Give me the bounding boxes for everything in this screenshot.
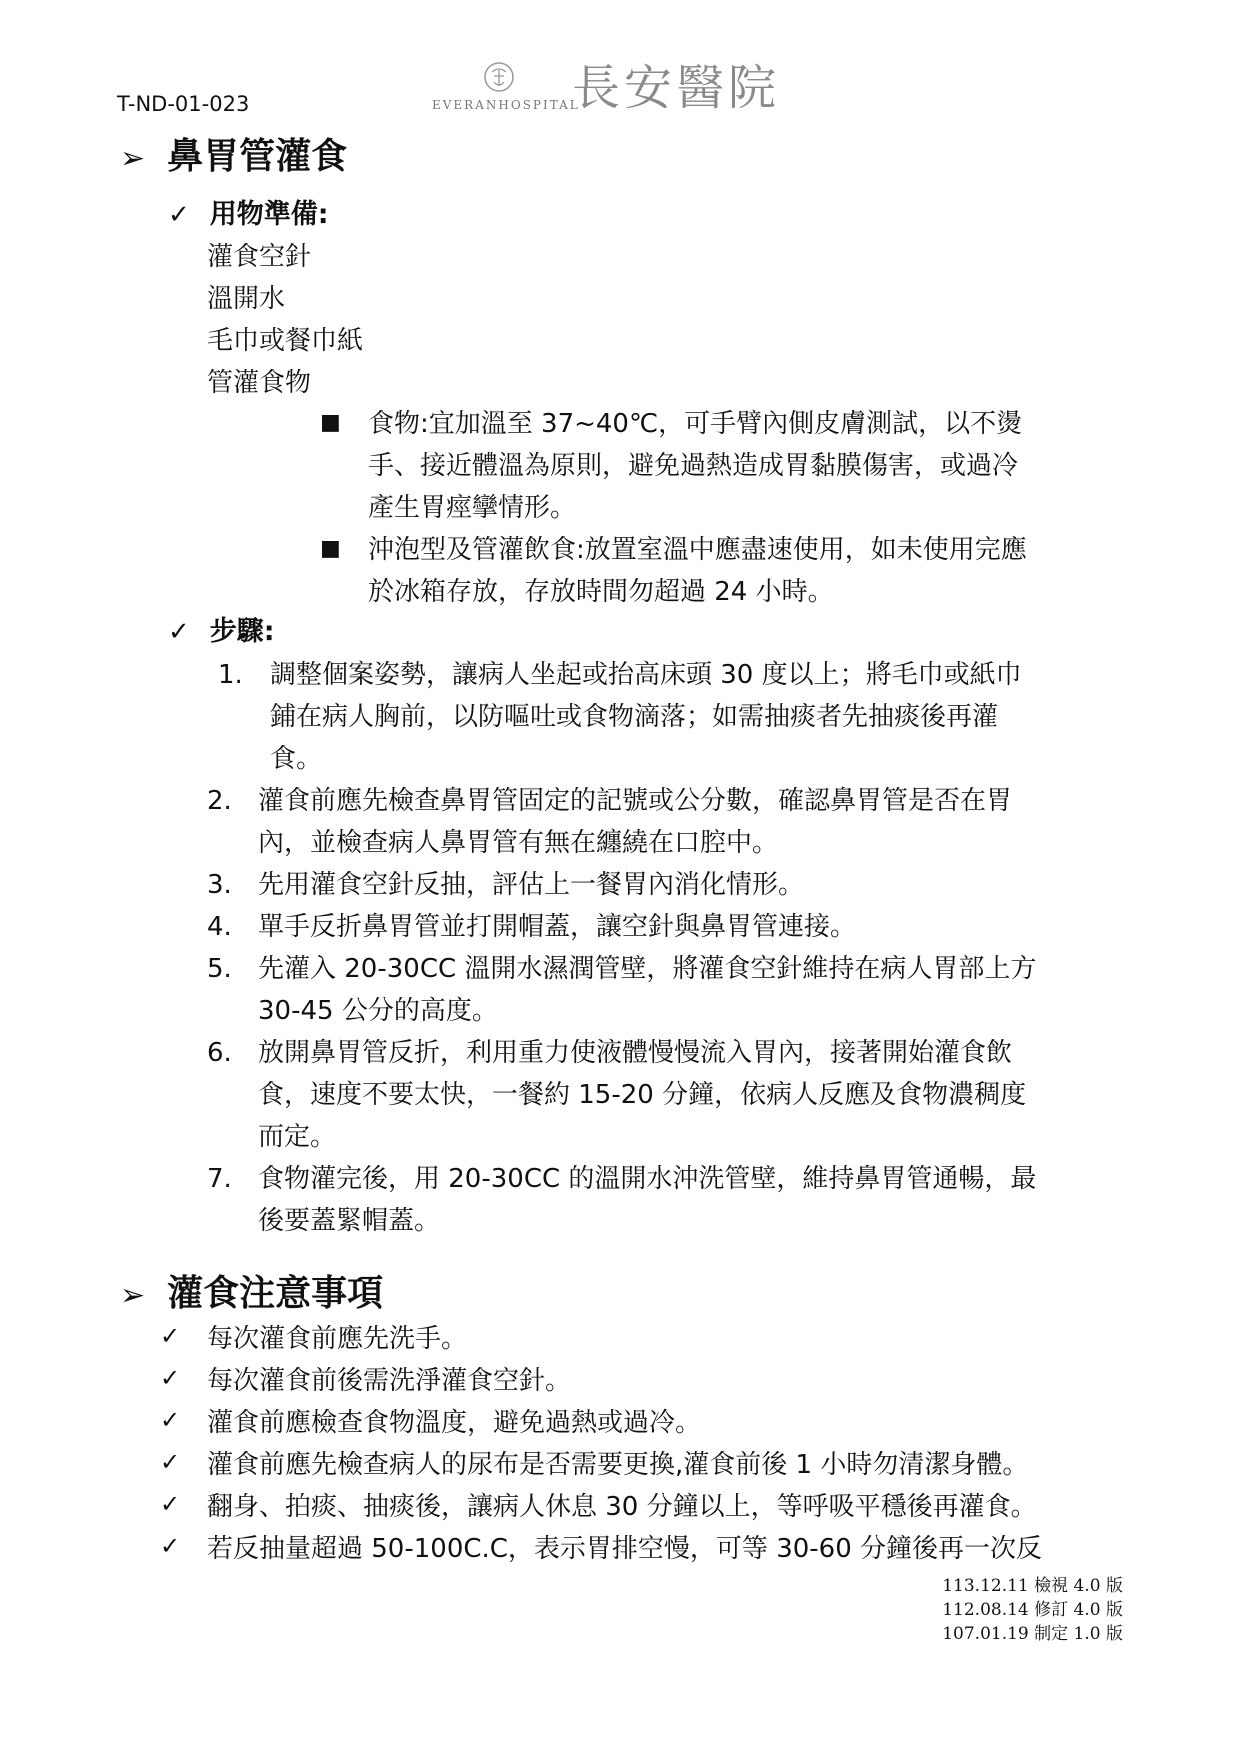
bullet-text-line: 食物:宜加溫至 37~40℃，可手臂內側皮膚測試，以不燙 <box>368 409 1023 439</box>
step-text-line: 調整個案姿勢，讓病人坐起或抬高床頭 30 度以上；將毛巾或紙巾 <box>270 660 1022 690</box>
hospital-logo <box>432 58 842 122</box>
step-number: 1. <box>218 660 243 690</box>
check-icon: ✓ <box>160 1532 181 1560</box>
step-number: 6. <box>207 1038 232 1068</box>
subsection-steps: ✓ 步驟: <box>168 616 275 647</box>
revision-line: 113.12.11 檢視 4.0 版 <box>942 1576 1123 1596</box>
note-item: 每次灌食前後需洗淨灌食空針。 <box>207 1366 572 1396</box>
supply-item: 溫開水 <box>207 284 286 314</box>
note-item: 灌食前應先檢查病人的尿布是否需要更換,灌食前後 1 小時勿清潔身體。 <box>207 1450 1029 1480</box>
square-bullet-icon: ■ <box>320 536 341 561</box>
step-text-line: 灌食前應先檢查鼻胃管固定的記號或公分數，確認鼻胃管是否在胃 <box>258 786 1013 816</box>
step-number: 2. <box>207 786 232 816</box>
step-text-line: 先用灌食空針反抽，評估上一餐胃內消化情形。 <box>258 870 805 900</box>
section-title-ng-feeding: ➢ 鼻胃管灌食 <box>120 136 348 177</box>
revision-line: 107.01.19 制定 1.0 版 <box>942 1624 1123 1644</box>
step-text-line: 食。 <box>270 744 323 774</box>
supply-item: 管灌食物 <box>207 368 312 398</box>
supply-item: 毛巾或餐巾紙 <box>207 326 364 356</box>
step-text-line: 食物灌完後，用 20-30CC 的溫開水沖洗管壁，維持鼻胃管通暢，最 <box>258 1164 1037 1194</box>
note-item: 灌食前應檢查食物溫度，避免過熱或過冷。 <box>207 1408 702 1438</box>
arrow-bullet-icon: ➢ <box>120 141 146 176</box>
step-number: 3. <box>207 870 232 900</box>
logo-english-name: EVERANHOSPITAL <box>432 98 580 112</box>
step-text-line: 單手反折鼻胃管並打開帽蓋，讓空針與鼻胃管連接。 <box>258 912 857 942</box>
bullet-text-line: 手、接近體溫為原則，避免過熱造成胃黏膜傷害，或過冷 <box>368 451 1019 481</box>
step-text-line: 而定。 <box>258 1122 337 1152</box>
revision-history <box>942 1574 1123 1646</box>
check-icon: ✓ <box>160 1364 181 1392</box>
section-title-feeding-notes: ➢ 灌食注意事項 <box>120 1273 384 1314</box>
hospital-emblem-icon <box>482 60 516 94</box>
check-icon: ✓ <box>160 1490 181 1518</box>
step-text-line: 鋪在病人胸前，以防嘔吐或食物滴落；如需抽痰者先抽痰後再灌 <box>270 702 999 732</box>
bullet-text-line: 於冰箱存放，存放時間勿超過 24 小時。 <box>368 577 834 607</box>
logo-chinese-name: 長安醫院 <box>572 60 781 116</box>
arrow-bullet-icon: ➢ <box>120 1278 146 1313</box>
document-code: T-ND-01-023 <box>117 92 250 116</box>
step-number: 7. <box>207 1164 232 1194</box>
check-icon: ✓ <box>160 1448 181 1476</box>
check-icon: ✓ <box>160 1322 181 1350</box>
note-item: 翻身、拍痰、抽痰後，讓病人休息 30 分鐘以上，等呼吸平穩後再灌食。 <box>207 1492 1037 1522</box>
step-text-line: 內，並檢查病人鼻胃管有無在纏繞在口腔中。 <box>258 828 779 858</box>
square-bullet-icon: ■ <box>320 410 341 435</box>
step-text-line: 後要蓋緊帽蓋。 <box>258 1206 441 1236</box>
bullet-text-line: 產生胃痙攣情形。 <box>368 493 577 523</box>
step-text-line: 食，速度不要太快，一餐約 15-20 分鐘，依病人反應及食物濃稠度 <box>258 1080 1027 1110</box>
step-number: 4. <box>207 912 232 942</box>
step-text-line: 30-45 公分的高度。 <box>258 996 498 1026</box>
note-item: 若反抽量超過 50-100C.C，表示胃排空慢，可等 30-60 分鐘後再一次反 <box>207 1534 1043 1564</box>
bullet-text-line: 沖泡型及管灌飲食:放置室溫中應盡速使用，如未使用完應 <box>368 535 1027 565</box>
check-icon: ✓ <box>168 617 190 647</box>
check-icon: ✓ <box>160 1406 181 1434</box>
supply-item: 灌食空針 <box>207 242 312 272</box>
step-text-line: 放開鼻胃管反折，利用重力使液體慢慢流入胃內，接著開始灌食飲 <box>258 1038 1013 1068</box>
check-icon: ✓ <box>168 200 190 230</box>
step-number: 5. <box>207 954 232 984</box>
revision-line: 112.08.14 修訂 4.0 版 <box>942 1600 1123 1620</box>
step-text-line: 先灌入 20-30CC 溫開水濕潤管壁，將灌食空針維持在病人胃部上方 <box>258 954 1037 984</box>
note-item: 每次灌食前應先洗手。 <box>207 1324 468 1354</box>
subsection-supplies: ✓ 用物準備: <box>168 199 329 230</box>
